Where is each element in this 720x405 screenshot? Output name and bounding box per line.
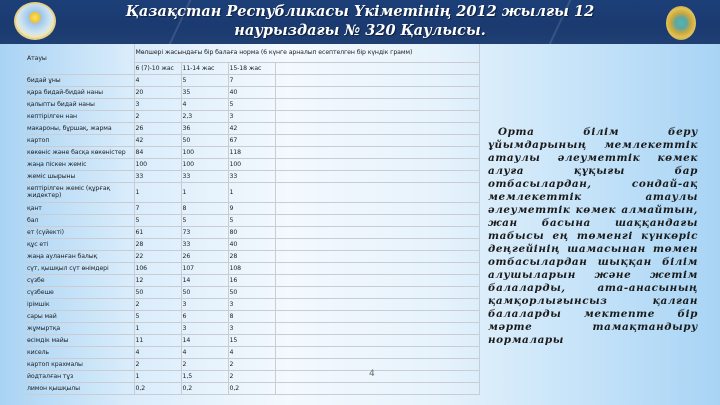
value-cell-age-3: 16	[228, 274, 275, 286]
value-cell-age-3: 2	[228, 370, 275, 382]
value-cell-age-3: 67	[228, 134, 275, 146]
food-name-cell: ірімшік	[26, 298, 134, 310]
empty-cell	[275, 238, 480, 250]
empty-cell	[275, 274, 480, 286]
value-cell-age-3: 15	[228, 334, 275, 346]
value-cell-age-1: 4	[134, 74, 181, 86]
empty-cell	[275, 98, 480, 110]
empty-cell	[275, 182, 480, 202]
value-cell-age-3: 40	[228, 238, 275, 250]
food-name-cell: жаңа піскен жеміс	[26, 158, 134, 170]
value-cell-age-2: 5	[181, 74, 228, 86]
table-row	[26, 358, 480, 370]
food-name-cell: өсімдік майы	[26, 334, 134, 346]
table-row	[26, 274, 480, 286]
value-cell-age-3: 5	[228, 98, 275, 110]
table-row	[26, 226, 480, 238]
empty-cell	[275, 86, 480, 98]
table-row	[26, 98, 480, 110]
food-name-cell: макароны, бұршақ, жарма	[26, 122, 134, 134]
value-cell-age-3: 3	[228, 322, 275, 334]
empty-cell	[275, 214, 480, 226]
value-cell-age-2: 35	[181, 86, 228, 98]
value-cell-age-2: 36	[181, 122, 228, 134]
value-cell-age-2: 0,2	[181, 382, 228, 394]
value-cell-age-1: 84	[134, 146, 181, 158]
value-cell-age-2: 2	[181, 358, 228, 370]
column-header-name: Атауы	[26, 44, 134, 74]
value-cell-age-2: 3	[181, 298, 228, 310]
value-cell-age-1: 5	[134, 214, 181, 226]
empty-cell	[275, 322, 480, 334]
food-name-cell: сары май	[26, 310, 134, 322]
empty-cell	[275, 286, 480, 298]
value-cell-age-3: 4	[228, 346, 275, 358]
table-header-row	[26, 44, 480, 62]
food-name-cell: жұмыртқа	[26, 322, 134, 334]
table-row	[26, 286, 480, 298]
value-cell-age-1: 5	[134, 310, 181, 322]
value-cell-age-2: 2,3	[181, 110, 228, 122]
value-cell-age-1: 11	[134, 334, 181, 346]
value-cell-age-3: 3	[228, 298, 275, 310]
table-row	[26, 370, 480, 382]
food-name-cell: қара бидай-бидай наны	[26, 86, 134, 98]
table-row	[26, 214, 480, 226]
empty-cell	[275, 202, 480, 214]
food-name-cell: лимон қышқылы	[26, 382, 134, 394]
value-cell-age-2: 3	[181, 322, 228, 334]
table-row	[26, 262, 480, 274]
empty-cell	[275, 370, 480, 382]
value-cell-age-3: 100	[228, 158, 275, 170]
page-number: 4	[369, 369, 375, 379]
value-cell-age-1: 26	[134, 122, 181, 134]
value-cell-age-1: 50	[134, 286, 181, 298]
empty-cell	[275, 346, 480, 358]
food-name-cell: кептірілген нан	[26, 110, 134, 122]
empty-cell	[275, 110, 480, 122]
value-cell-age-1: 1	[134, 370, 181, 382]
value-cell-age-2: 107	[181, 262, 228, 274]
empty-cell	[275, 310, 480, 322]
empty-cell	[275, 250, 480, 262]
food-name-cell: сүзбеше	[26, 286, 134, 298]
column-group-header: Мөлшері жасындағы бір балаға норма (6 күнге арналып есептелген бір күндік грамм)	[134, 44, 480, 62]
table-row	[26, 250, 480, 262]
column-header-age-1: 6 (7)-10 жас	[134, 62, 181, 74]
value-cell-age-2: 73	[181, 226, 228, 238]
food-name-cell: сүт, қышқыл сүт өнімдері	[26, 262, 134, 274]
education-emblem-icon	[14, 2, 56, 40]
table-row	[26, 298, 480, 310]
value-cell-age-2: 100	[181, 158, 228, 170]
value-cell-age-2: 14	[181, 274, 228, 286]
empty-cell	[275, 298, 480, 310]
column-header-age-2: 11-14 жас	[181, 62, 228, 74]
empty-cell	[275, 382, 480, 394]
food-name-cell: картоп крахмалы	[26, 358, 134, 370]
value-cell-age-2: 50	[181, 286, 228, 298]
food-name-cell: йодталған тұз	[26, 370, 134, 382]
value-cell-age-2: 33	[181, 170, 228, 182]
value-cell-age-1: 3	[134, 98, 181, 110]
state-emblem-icon	[666, 6, 696, 40]
value-cell-age-2: 33	[181, 238, 228, 250]
value-cell-age-1: 20	[134, 86, 181, 98]
value-cell-age-2: 4	[181, 346, 228, 358]
value-cell-age-1: 2	[134, 110, 181, 122]
value-cell-age-2: 5	[181, 214, 228, 226]
value-cell-age-1: 1	[134, 182, 181, 202]
table-row	[26, 170, 480, 182]
table-row	[26, 86, 480, 98]
table-row	[26, 322, 480, 334]
food-name-cell: кисель	[26, 346, 134, 358]
value-cell-age-3: 108	[228, 262, 275, 274]
table-row	[26, 134, 480, 146]
value-cell-age-1: 61	[134, 226, 181, 238]
value-cell-age-3: 28	[228, 250, 275, 262]
value-cell-age-3: 40	[228, 86, 275, 98]
empty-cell	[275, 146, 480, 158]
table-row	[26, 202, 480, 214]
value-cell-age-1: 106	[134, 262, 181, 274]
value-cell-age-3: 33	[228, 170, 275, 182]
food-name-cell: картоп	[26, 134, 134, 146]
food-name-cell: сүзбе	[26, 274, 134, 286]
value-cell-age-2: 100	[181, 146, 228, 158]
slide-header	[0, 0, 720, 44]
food-name-cell: бидай ұны	[26, 74, 134, 86]
value-cell-age-1: 33	[134, 170, 181, 182]
table-row	[26, 158, 480, 170]
table-row	[26, 122, 480, 134]
slide-description: Орта білім беру ұйымдарының мемлекеттік атаулы әлеуметтік көмек алуға құқығы бар отбасылардан, сондай-ақ мемлекеттік атаулы әлеуметтік көмек алмайтын, жан басына шаққандағы табысы ең төменгі күнкөріс деңгейінің шамасынан төмен отбасылардан шыққан білім алушыларын және жетім балаларды, ата-анасының қамқорлығынсыз қалған балаларды мектепте бір мәрте тамақтандыру нормалары	[488, 126, 698, 346]
value-cell-age-3: 50	[228, 286, 275, 298]
value-cell-age-3: 0,2	[228, 382, 275, 394]
value-cell-age-1: 0,2	[134, 382, 181, 394]
value-cell-age-1: 7	[134, 202, 181, 214]
table-row	[26, 74, 480, 86]
empty-cell	[275, 74, 480, 86]
value-cell-age-2: 1,5	[181, 370, 228, 382]
value-cell-age-2: 4	[181, 98, 228, 110]
value-cell-age-3: 80	[228, 226, 275, 238]
column-empty	[275, 62, 480, 74]
food-name-cell: бал	[26, 214, 134, 226]
empty-cell	[275, 134, 480, 146]
value-cell-age-3: 7	[228, 74, 275, 86]
value-cell-age-3: 5	[228, 214, 275, 226]
value-cell-age-1: 12	[134, 274, 181, 286]
nutrition-norms-table	[26, 44, 480, 395]
food-name-cell: қант	[26, 202, 134, 214]
value-cell-age-3: 8	[228, 310, 275, 322]
food-name-cell: құс еті	[26, 238, 134, 250]
value-cell-age-1: 100	[134, 158, 181, 170]
table-row	[26, 146, 480, 158]
food-name-cell: көкөніс және басқа көкөністер	[26, 146, 134, 158]
value-cell-age-3: 1	[228, 182, 275, 202]
value-cell-age-2: 14	[181, 334, 228, 346]
value-cell-age-2: 26	[181, 250, 228, 262]
food-name-cell: кептірілген жеміс (құрғақ жидектер)	[26, 182, 134, 202]
empty-cell	[275, 358, 480, 370]
table-row	[26, 238, 480, 250]
table-row	[26, 182, 480, 202]
value-cell-age-1: 4	[134, 346, 181, 358]
empty-cell	[275, 158, 480, 170]
value-cell-age-1: 2	[134, 298, 181, 310]
table-row	[26, 334, 480, 346]
empty-cell	[275, 334, 480, 346]
food-name-cell: қалыпты бидай наны	[26, 98, 134, 110]
value-cell-age-1: 22	[134, 250, 181, 262]
column-header-age-3: 15-18 жас	[228, 62, 275, 74]
value-cell-age-3: 3	[228, 110, 275, 122]
empty-cell	[275, 122, 480, 134]
food-name-cell: жаңа ауланған балық	[26, 250, 134, 262]
value-cell-age-1: 2	[134, 358, 181, 370]
slide-title: Қазақстан Республикасы Үкіметінің 2012 жылғы 12 наурыздағы № 320 Қаулысы.	[125, 3, 595, 39]
food-name-cell: жеміс шырыны	[26, 170, 134, 182]
empty-cell	[275, 262, 480, 274]
empty-cell	[275, 170, 480, 182]
value-cell-age-3: 9	[228, 202, 275, 214]
value-cell-age-3: 42	[228, 122, 275, 134]
value-cell-age-1: 28	[134, 238, 181, 250]
value-cell-age-2: 50	[181, 134, 228, 146]
value-cell-age-3: 2	[228, 358, 275, 370]
value-cell-age-3: 118	[228, 146, 275, 158]
table-row	[26, 346, 480, 358]
table-row	[26, 382, 480, 394]
food-name-cell: ет (сүйекті)	[26, 226, 134, 238]
value-cell-age-1: 42	[134, 134, 181, 146]
table-row	[26, 110, 480, 122]
value-cell-age-2: 8	[181, 202, 228, 214]
value-cell-age-2: 1	[181, 182, 228, 202]
value-cell-age-1: 1	[134, 322, 181, 334]
empty-cell	[275, 226, 480, 238]
value-cell-age-2: 6	[181, 310, 228, 322]
table-row	[26, 310, 480, 322]
